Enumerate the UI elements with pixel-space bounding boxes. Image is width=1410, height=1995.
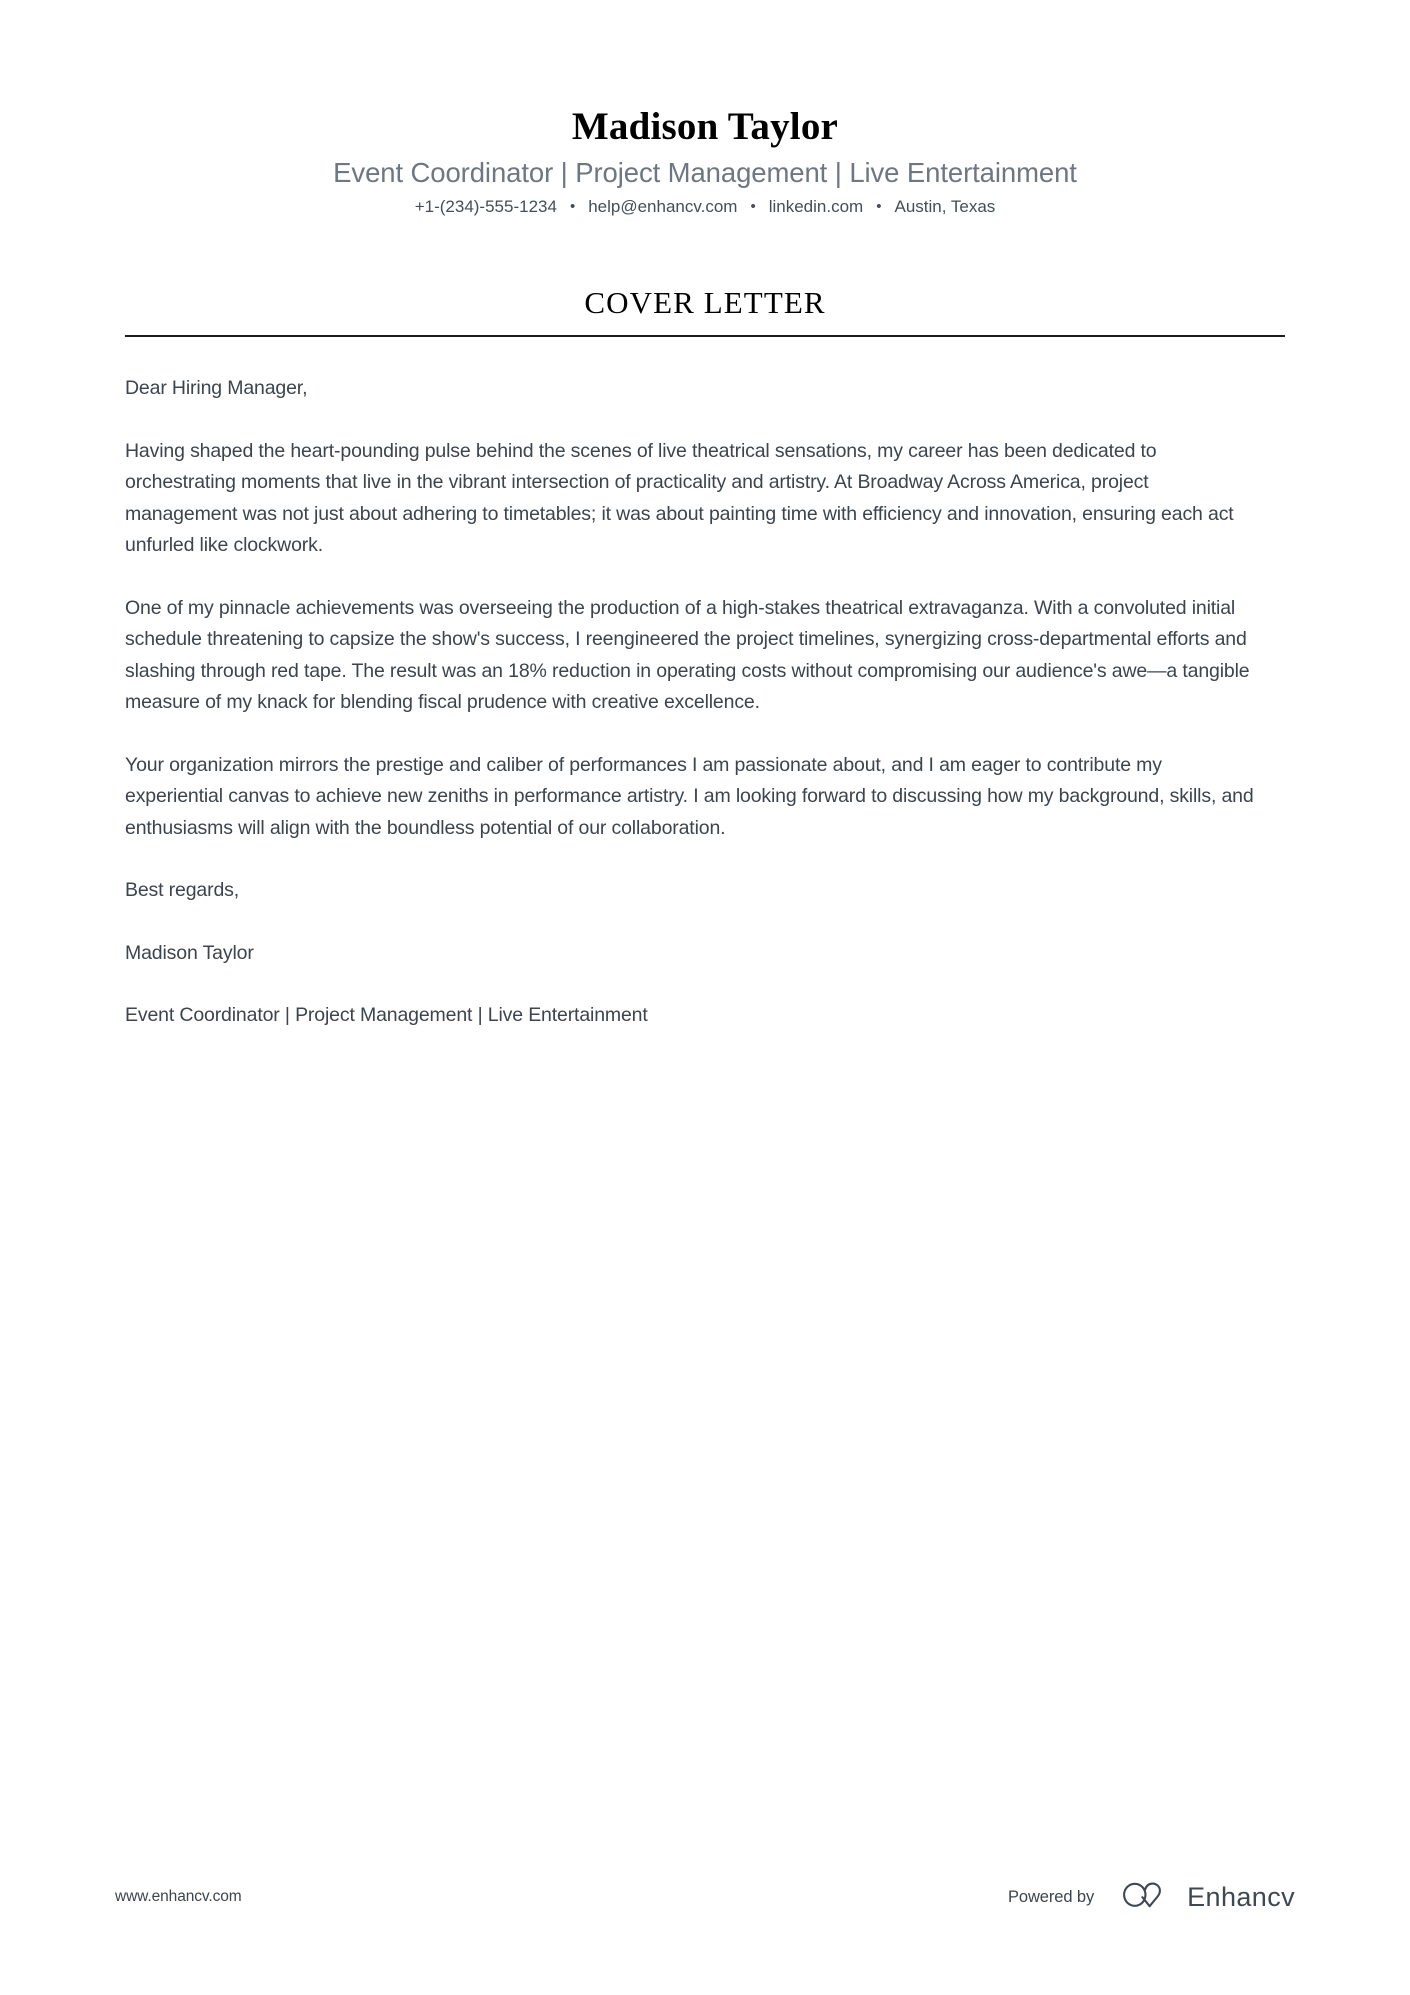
- contact-phone: +1-(234)-555-1234: [414, 197, 557, 216]
- enhancv-wordmark: Enhancv: [1187, 1881, 1295, 1912]
- letter-paragraph: One of my pinnacle achievements was overseeing the production of a high-stakes theatrical extravaganza. With a convoluted initial schedule threatening to capsize the show's success, I reengineered the project timelines, synergizing cross-departmental efforts and slashing through red tape. The result was an 18% reduction in operating costs without compromising our audience's awe—a tangible measure of my knack for blending fiscal prudence with creative excellence.: [125, 596, 1250, 713]
- bullet-separator-icon: •: [876, 198, 882, 215]
- contact-email[interactable]: help@enhancv.com: [588, 197, 738, 216]
- letter-header: [0, 0, 1410, 219]
- powered-by-label: Powered by: [1007, 1887, 1095, 1906]
- contact-location: Austin, Texas: [894, 197, 996, 216]
- contact-linkedin[interactable]: linkedin.com: [768, 197, 864, 216]
- section-title: COVER LETTER: [584, 285, 826, 320]
- letter-paragraph: Having shaped the heart-pounding pulse behind the scenes of live theatrical sensations, my career has been dedicated to orchestrating moments that live in the vibrant intersection of practicality and artistry. At Broadway Across America, project management was not just about adhering to timetables; it was about painting time with efficiency and innovation, ensuring each act unfurled like clockwork.: [125, 439, 1234, 556]
- footer-brand-block: [1008, 1880, 1295, 1915]
- letter-closing: Best regards,: [125, 879, 240, 901]
- signature-title: Event Coordinator | Project Management | Live Entertainment: [125, 1004, 648, 1026]
- letter-salutation: Dear Hiring Manager,: [125, 377, 308, 399]
- signature-name: Madison Taylor: [125, 941, 254, 964]
- enhancv-logo-lockup[interactable]: [1120, 1880, 1295, 1915]
- footer-website-link[interactable]: www.enhancv.com: [115, 1888, 242, 1905]
- candidate-headline: Event Coordinator | Project Management | Live Entertainment: [333, 157, 1077, 188]
- candidate-name: Madison Taylor: [571, 105, 839, 148]
- enhancv-infinity-heart-icon: [1120, 1880, 1174, 1915]
- contact-line: [0, 195, 1410, 219]
- letter-body: [0, 373, 1410, 1032]
- section-divider: [125, 335, 1285, 337]
- bullet-separator-icon: •: [750, 198, 756, 215]
- bullet-separator-icon: •: [569, 198, 576, 215]
- page-footer: [0, 1877, 1410, 1917]
- cover-letter-section-header: [0, 285, 1410, 337]
- letter-paragraph: Your organization mirrors the prestige and caliber of performances I am passionate about, and I am eager to contribute my experiential canvas to achieve new zeniths in performance artistry. I am looking forward to discussing how my background, skills, and enthusiasms will align with the boundless potential of our collaboration.: [125, 753, 1254, 839]
